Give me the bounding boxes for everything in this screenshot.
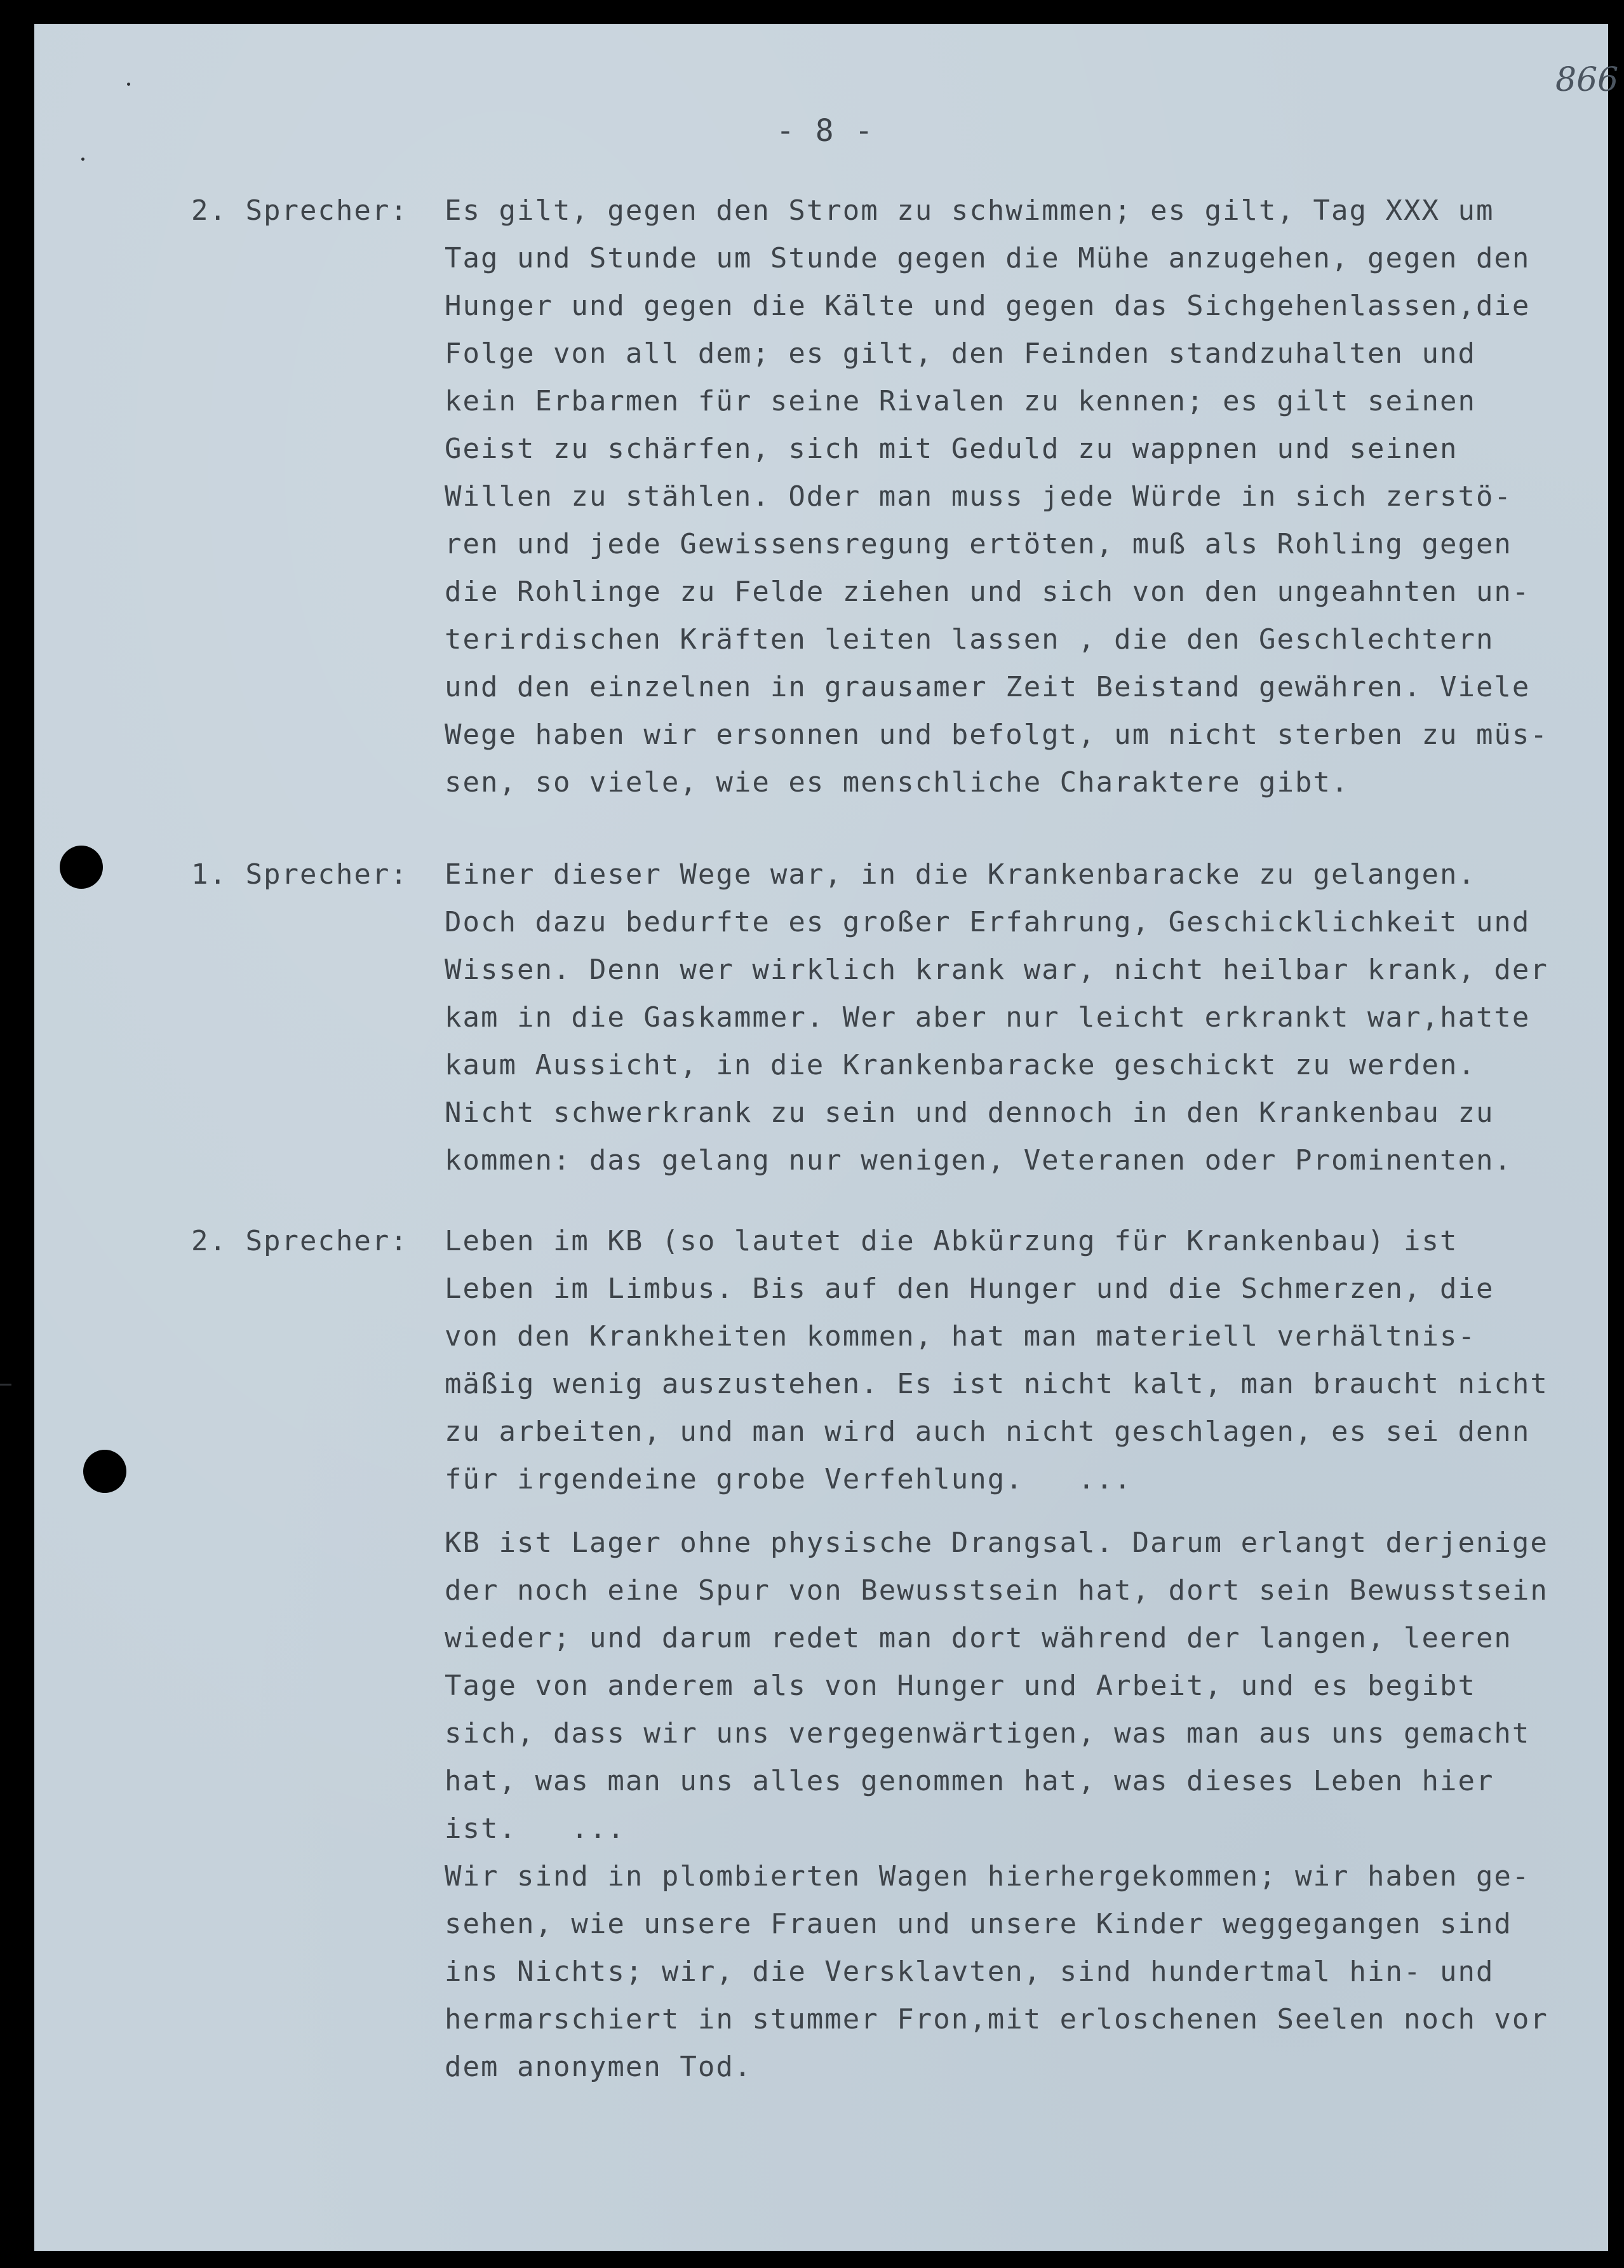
typewritten-page bbox=[34, 24, 1619, 2251]
text-line: Doch dazu bedurfte es großer Erfahrung, Geschicklichkeit und bbox=[445, 906, 1531, 938]
archive-page-number: 866 bbox=[1555, 61, 1619, 99]
text-line: kommen: das gelang nur wenigen, Veteranen oder Prominenten. bbox=[445, 1144, 1512, 1177]
stray-mark bbox=[81, 158, 84, 161]
text-line: hermarschiert in stummer Fron,mit erloschenen Seelen noch vor bbox=[445, 2003, 1548, 2035]
text-line: Wege haben wir ersonnen und befolgt, um nicht sterben zu müs- bbox=[445, 719, 1548, 751]
text-line: Es gilt, gegen den Strom zu schwimmen; es gilt, Tag XXX um bbox=[445, 194, 1494, 227]
text-line: zu arbeiten, und man wird auch nicht geschlagen, es sei denn bbox=[445, 1415, 1531, 1448]
text-line: der noch eine Spur von Bewusstsein hat, dort sein Bewusstsein bbox=[445, 1574, 1548, 1607]
edge-mark bbox=[0, 1384, 11, 1386]
text-line: Tag und Stunde um Stunde gegen die Mühe anzugehen, gegen den bbox=[445, 242, 1531, 274]
text-line: ist. ... bbox=[445, 1812, 626, 1845]
text-line: dem anonymen Tod. bbox=[445, 2051, 753, 2083]
text-line: Hunger und gegen die Kälte und gegen das Sichgehenlassen,die bbox=[445, 290, 1531, 322]
text-line: kein Erbarmen für seine Rivalen zu kennen; es gilt seinen bbox=[445, 385, 1476, 417]
text-line: kaum Aussicht, in die Krankenbaracke geschickt zu werden. bbox=[445, 1049, 1476, 1081]
text-line: mäßig wenig auszustehen. Es ist nicht kalt, man braucht nicht bbox=[445, 1368, 1548, 1400]
text-line: die Rohlinge zu Felde ziehen und sich von den ungeahnten un- bbox=[445, 576, 1531, 608]
text-line: sen, so viele, wie es menschliche Charaktere gibt. bbox=[445, 766, 1350, 799]
text-line: kam in die Gaskammer. Wer aber nur leicht erkrankt war,hatte bbox=[445, 1001, 1531, 1034]
speaker-label: 1. Sprecher: bbox=[191, 858, 408, 891]
text-line: von den Krankheiten kommen, hat man materiell verhältnis- bbox=[445, 1320, 1476, 1353]
speaker-label: 2. Sprecher: bbox=[191, 1225, 408, 1257]
text-line: sich, dass wir uns vergegenwärtigen, was man aus uns gemacht bbox=[445, 1717, 1531, 1750]
text-line: wieder; und darum redet man dort während der langen, leeren bbox=[445, 1622, 1512, 1654]
text-line: terirdischen Kräften leiten lassen , die den Geschlechtern bbox=[445, 623, 1494, 656]
page-number: - 8 - bbox=[776, 113, 875, 149]
text-line: Leben im Limbus. Bis auf den Hunger und die Schmerzen, die bbox=[445, 1272, 1494, 1305]
text-line: und den einzelnen in grausamer Zeit Beistand gewähren. Viele bbox=[445, 671, 1531, 703]
text-line: ins Nichts; wir, die Versklavten, sind hundertmal hin- und bbox=[445, 1955, 1494, 1988]
text-line: Willen zu stählen. Oder man muss jede Würde in sich zerstö- bbox=[445, 480, 1512, 513]
text-line: Wir sind in plombierten Wagen hierhergekommen; wir haben ge- bbox=[445, 1860, 1531, 1893]
punch-hole bbox=[60, 846, 103, 889]
text-line: Leben im KB (so lautet die Abkürzung für Krankenbau) ist bbox=[445, 1225, 1458, 1257]
punch-hole bbox=[83, 1450, 126, 1493]
text-line: Wissen. Denn wer wirklich krank war, nicht heilbar krank, der bbox=[445, 954, 1548, 986]
text-line: Nicht schwerkrank zu sein und dennoch in den Krankenbau zu bbox=[445, 1097, 1494, 1129]
stray-mark bbox=[127, 83, 130, 86]
speaker-label: 2. Sprecher: bbox=[191, 194, 408, 227]
text-line: Folge von all dem; es gilt, den Feinden standzuhalten und bbox=[445, 337, 1476, 370]
text-line: für irgendeine grobe Verfehlung. ... bbox=[445, 1463, 1132, 1495]
text-line: KB ist Lager ohne physische Drangsal. Darum erlangt derjenige bbox=[445, 1527, 1548, 1559]
text-line: Einer dieser Wege war, in die Krankenbaracke zu gelangen. bbox=[445, 858, 1476, 891]
text-line: ren und jede Gewissensregung ertöten, muß als Rohling gegen bbox=[445, 528, 1512, 560]
text-line: Geist zu schärfen, sich mit Geduld zu wappnen und seinen bbox=[445, 433, 1458, 465]
text-line: sehen, wie unsere Frauen und unsere Kinder weggegangen sind bbox=[445, 1908, 1512, 1940]
text-line: Tage von anderem als von Hunger und Arbeit, und es begibt bbox=[445, 1670, 1476, 1702]
text-line: hat, was man uns alles genommen hat, was dieses Leben hier bbox=[445, 1765, 1494, 1797]
